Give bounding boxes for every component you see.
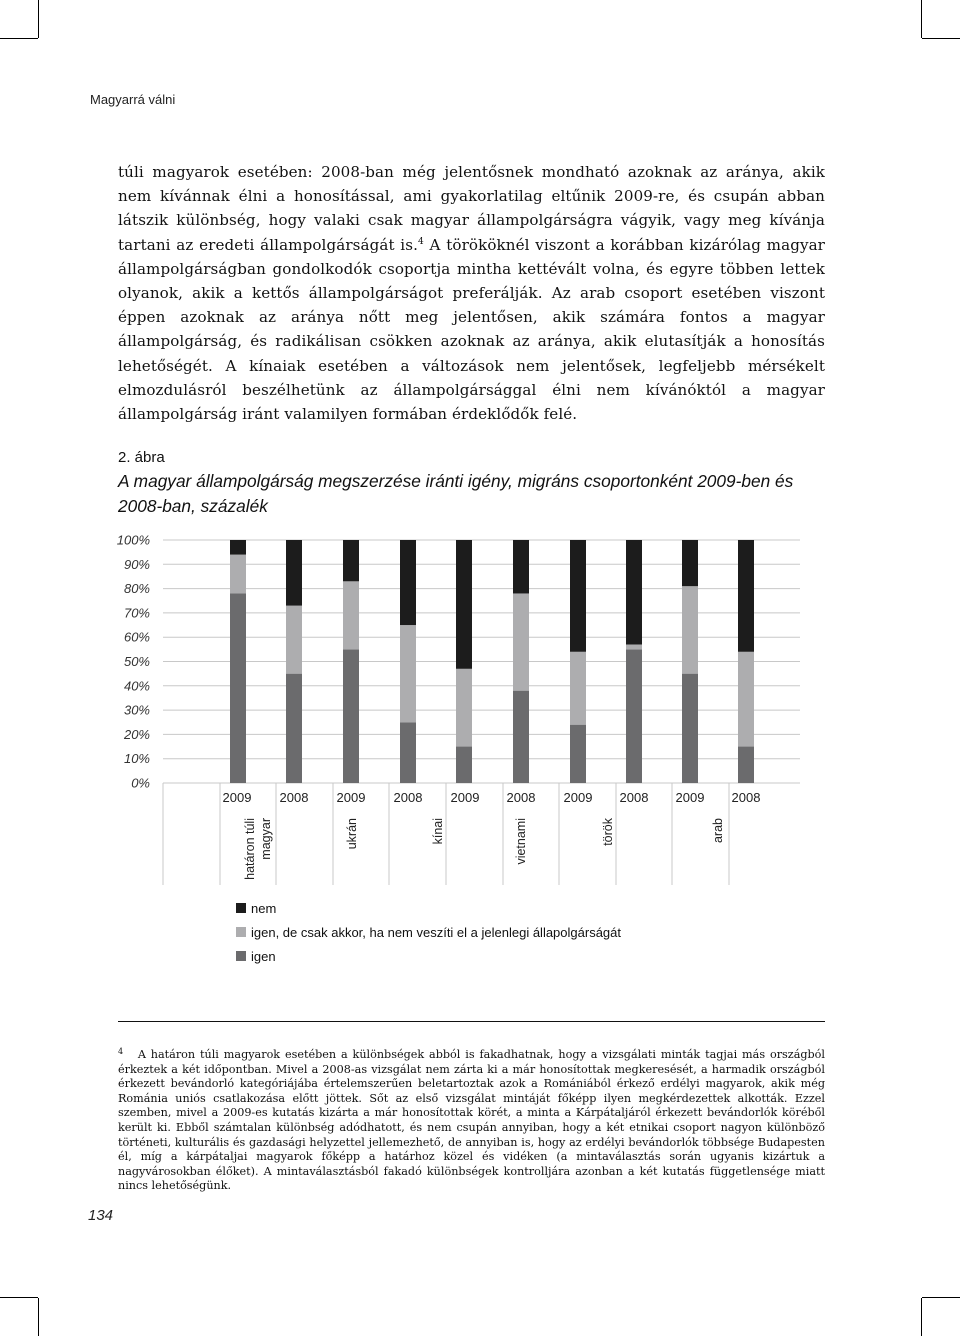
- y-tick-label: 20%: [123, 726, 150, 742]
- legend-item-igen-de: [236, 920, 621, 944]
- legend-label: nem: [251, 900, 277, 916]
- bar-segment-igen: [456, 747, 472, 783]
- bar-segment-igen-de: [513, 593, 529, 690]
- figure-number: 2. ábra: [118, 449, 165, 466]
- crop-mark: [922, 1297, 960, 1298]
- legend-swatch: [236, 927, 246, 937]
- crop-mark: [921, 1298, 922, 1336]
- bar-segment-igen: [738, 747, 754, 783]
- page-number: 134: [88, 1207, 114, 1224]
- bar-segment-nem: [738, 540, 754, 652]
- bar-segment-nem: [626, 540, 642, 644]
- legend-item-igen: [236, 944, 621, 968]
- legend-swatch: [236, 951, 246, 961]
- y-tick-label: 70%: [123, 605, 150, 621]
- y-tick-label: 0%: [131, 775, 150, 791]
- x-group-label: magyar: [259, 818, 273, 860]
- x-year-label: 2009: [563, 790, 593, 805]
- bar-segment-igen-de: [230, 555, 246, 594]
- crop-mark: [38, 1298, 39, 1336]
- body-text-part2: A törököknél viszont a korábban kizárólag magyar állampolgárságban gondolkodók csoportja mintha kettévált volna, és egyre többen lettek olyanok, akik a kettős állampolgárságot preferálják. Az arab csoport esetében viszont éppen azoknak az aránya nőtt meg jelentősen, akik számára fontos a magyar állampolgárság, és radikálisan csökken azoknak az aránya, akik elutasítják a honosítás lehetőségét. A kínaiak esetében a változások nem jelentősek, legfeljebb mérsékelt elmozdulásról beszélhetünk az állampolgársággal élni nem kívánóktól a magyar állampolgárság iránt valamilyen formában érdeklődők felé.: [118, 235, 825, 424]
- x-group-label: határon túli: [243, 818, 257, 880]
- x-year-label: 2008: [393, 790, 423, 805]
- bar-segment-igen: [343, 649, 359, 783]
- y-axis-ticks: [117, 533, 150, 791]
- x-year-label: 2008: [731, 790, 761, 805]
- y-tick-label: 90%: [123, 556, 150, 572]
- footnote-text: A határon túli magyarok esetében a különbségek abból is fakadhatnak, hogy a vizsgálati minták tagjai más országból érkeztek a két időpontban. Mivel a 2008-as vizsgálat nem zárta ki a már honosítottak megkeresését, a harmadik országból érkezett bevándorló kategóriájába értelemszerűen beletartoztak azok a Romániából érkező erdélyi magyarok, akik még Románia uniós csatlakozása előtt jöttek. Sőt az első vizsgálat mintáját főképp ilyen megkérdezettek alkották. Ezzel szemben, mivel a 2009-es kutatás kizárta a már honosítottak körét, a minta a Kárpátaljáról érkezett bevándorlók köréből került ki. Ebből számtalan különbség adódhatott, és nem csupán annyiban, hogy a két etnikai csoport nagyon különböző történeti, kulturális és gazdasági helyzettel jellemezhető, de annyiban is, hogy az erdélyi bevándorlók többsége Budapesten él, míg a kárpátaljai magyarok főképp a határhoz közel és vidéken (a mintaválasztás során ugyanis kizártuk a nagyvárosokban élőket). A mintaválasztásból fakadó különbségek kontrolljára azonban a két kutatás függetlensége miatt nincs lehetőségünk.: [118, 1048, 825, 1193]
- x-group-label: ukrán: [345, 818, 359, 850]
- x-year-label: 2008: [619, 790, 649, 805]
- x-year-label: 2008: [506, 790, 536, 805]
- bar-segment-igen: [513, 691, 529, 783]
- x-year-label: 2008: [279, 790, 309, 805]
- bar-segment-igen: [400, 722, 416, 783]
- y-tick-label: 100%: [116, 532, 150, 548]
- bar-segment-nem: [456, 540, 472, 669]
- bar-segment-igen-de: [286, 606, 302, 674]
- legend-swatch: [236, 903, 246, 913]
- y-tick-label: 40%: [123, 678, 150, 694]
- y-tick-label: 10%: [123, 751, 150, 767]
- bar-segment-igen-de: [738, 652, 754, 747]
- x-group-label: vietnami: [514, 818, 528, 865]
- bar-segment-igen-de: [570, 652, 586, 725]
- running-head: Magyarrá válni: [90, 92, 176, 107]
- x-group-label: arab: [711, 818, 725, 844]
- bar-segment-igen: [682, 674, 698, 783]
- x-group-label: török: [601, 818, 615, 846]
- footnote-number: 4: [118, 1047, 124, 1056]
- footnote: [118, 1048, 825, 1194]
- footnote-reference[interactable]: 4: [417, 236, 424, 247]
- y-tick-label: 80%: [123, 581, 150, 597]
- bar-segment-nem: [286, 540, 302, 606]
- bar-segment-nem: [682, 540, 698, 586]
- bar-segment-nem: [400, 540, 416, 625]
- bar-segment-igen: [626, 649, 642, 783]
- crop-mark: [0, 1297, 38, 1298]
- x-year-label: 2009: [336, 790, 366, 805]
- x-year-label: 2009: [675, 790, 705, 805]
- x-axis-group-labels: [243, 817, 725, 880]
- x-year-label: 2009: [222, 790, 252, 805]
- legend-label: igen, de csak akkor, ha nem veszíti el a jelenlegi állapolgárságát: [251, 924, 621, 940]
- bar-segment-nem: [570, 540, 586, 652]
- x-axis-year-labels: [223, 790, 761, 805]
- footnote-rule: [118, 1021, 825, 1022]
- bar-segment-igen-de: [682, 586, 698, 673]
- legend-item-nem: [236, 896, 621, 920]
- bar-segment-nem: [513, 540, 529, 593]
- bar-segment-nem: [343, 540, 359, 581]
- figure-title: A magyar állampolgárság megszerzése iránti igény, migráns csoportonként 2009-ben és 2008-ban, százalék: [118, 471, 794, 516]
- bar-segment-igen: [230, 593, 246, 783]
- bar-segment-igen-de: [626, 644, 642, 649]
- x-year-label: 2009: [450, 790, 480, 805]
- bar-segment-igen-de: [343, 581, 359, 649]
- legend-label: igen: [251, 948, 276, 964]
- bar-segment-igen-de: [400, 625, 416, 722]
- y-tick-label: 60%: [123, 629, 150, 645]
- chart-legend: [236, 896, 621, 968]
- bar-segment-nem: [230, 540, 246, 555]
- body-text-part1: túli magyarok esetében: 2008-ban még jelentősnek mondható azoknak az aránya, akik nem kívánnak élni a honosítással, ami gyakorlatilag eltűnik 2009-re, és csupán abban látszik különbség, hogy valaki csak magyar állampolgárságra vágyik, vagy meg kívánja tartani az eredeti állampolgárságát is.: [118, 163, 825, 254]
- x-group-label: kínai: [431, 818, 445, 845]
- bar-segment-igen: [570, 725, 586, 783]
- y-tick-label: 50%: [123, 654, 150, 669]
- bar-segment-igen-de: [456, 669, 472, 747]
- y-tick-label: 30%: [123, 702, 150, 718]
- bar-segment-igen: [286, 674, 302, 783]
